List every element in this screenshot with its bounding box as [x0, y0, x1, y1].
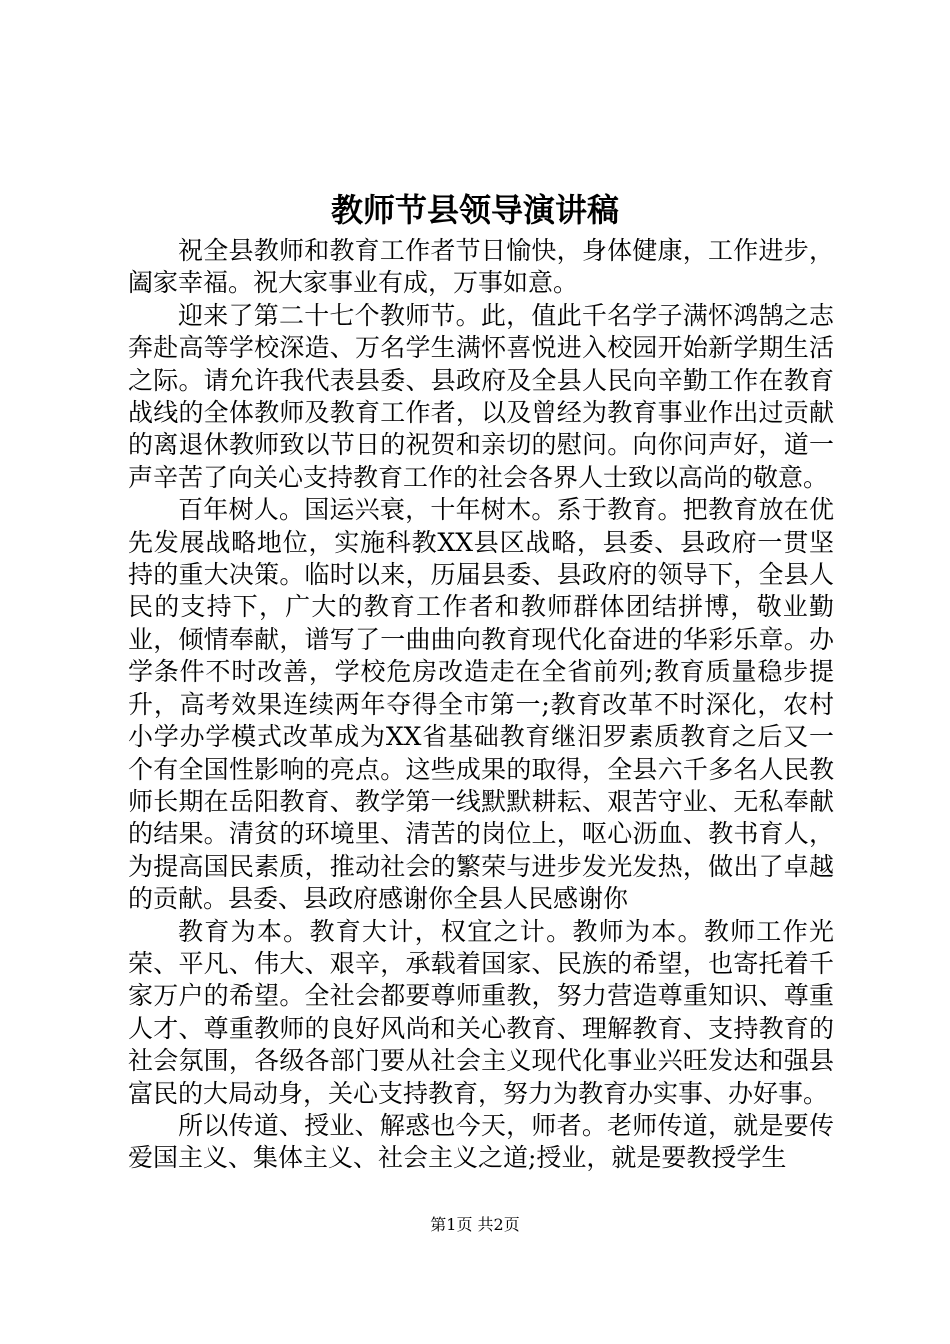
- document-body: [128, 235, 834, 1175]
- page-title: 教师节县领导演讲稿: [330, 191, 619, 229]
- paragraph: 百年树人。国运兴衰，十年树木。系于教育。把教育放在优先发展战略地位，实施科教XX县区战略，县委、县政府一贯坚持的重大决策。临时以来，历届县委、县政府的领导下，全县人民的支持下，广大的教育工作者和教师群体团结拼博，敬业勤业，倾情奉献，谱写了一曲曲向教育现代化奋进的华彩乐章。办学条件不时改善，学校危房改造走在全省前列;教育质量稳步提升，高考效果连续两年夺得全市第一;教育改革不时深化，农村小学办学模式改革成为XX省基础教育继汨罗素质教育之后又一个有全国性影响的亮点。这些成果的取得，全县六千多名人民教师长期在岳阳教育、教学第一线默默耕耘、艰苦守业、无私奉献的结果。清贫的环境里、清苦的岗位上，呕心沥血、教书育人，为提高国民素质，推动社会的繁荣与进步发光发热，做出了卓越的贡献。县委、县政府感谢你全县人民感谢你: [128, 495, 834, 914]
- paragraph: 所以传道、授业、解惑也今天，师者。老师传道，就是要传爱国主义、集体主义、社会主义之道;授业，就是要教授学生: [128, 1110, 834, 1173]
- paragraph: 教育为本。教育大计，权宜之计。教师为本。教师工作光荣、平凡、伟大、艰辛，承载着国家、民族的希望，也寄托着千家万户的希望。全社会都要尊师重教，努力营造尊重知识、尊重人才、尊重教师的良好风尚和关心教育、理解教育、支持教育的社会氛围，各级各部门要从社会主义现代化事业兴旺发达和强县富民的大局动身，关心支持教育，努力为教育办实事、办好事。: [128, 916, 834, 1108]
- paragraph: 迎来了第二十七个教师节。此，值此千名学子满怀鸿鹄之志奔赴高等学校深造、万名学生满怀喜悦进入校园开始新学期生活之际。请允许我代表县委、县政府及全县人民向辛勤工作在教育战线的全体教师及教育工作者，以及曾经为教育事业作出过贡献的离退休教师致以节日的祝贺和亲切的慰问。向你问声好，道一声辛苦了向关心支持教育工作的社会各界人士致以高尚的敬意。: [128, 300, 834, 492]
- paragraph: 祝全县教师和教育工作者节日愉快，身体健康，工作进步，阖家幸福。祝大家事业有成，万事如意。: [128, 236, 834, 298]
- page-footer: 第1页 共2页: [430, 1215, 520, 1234]
